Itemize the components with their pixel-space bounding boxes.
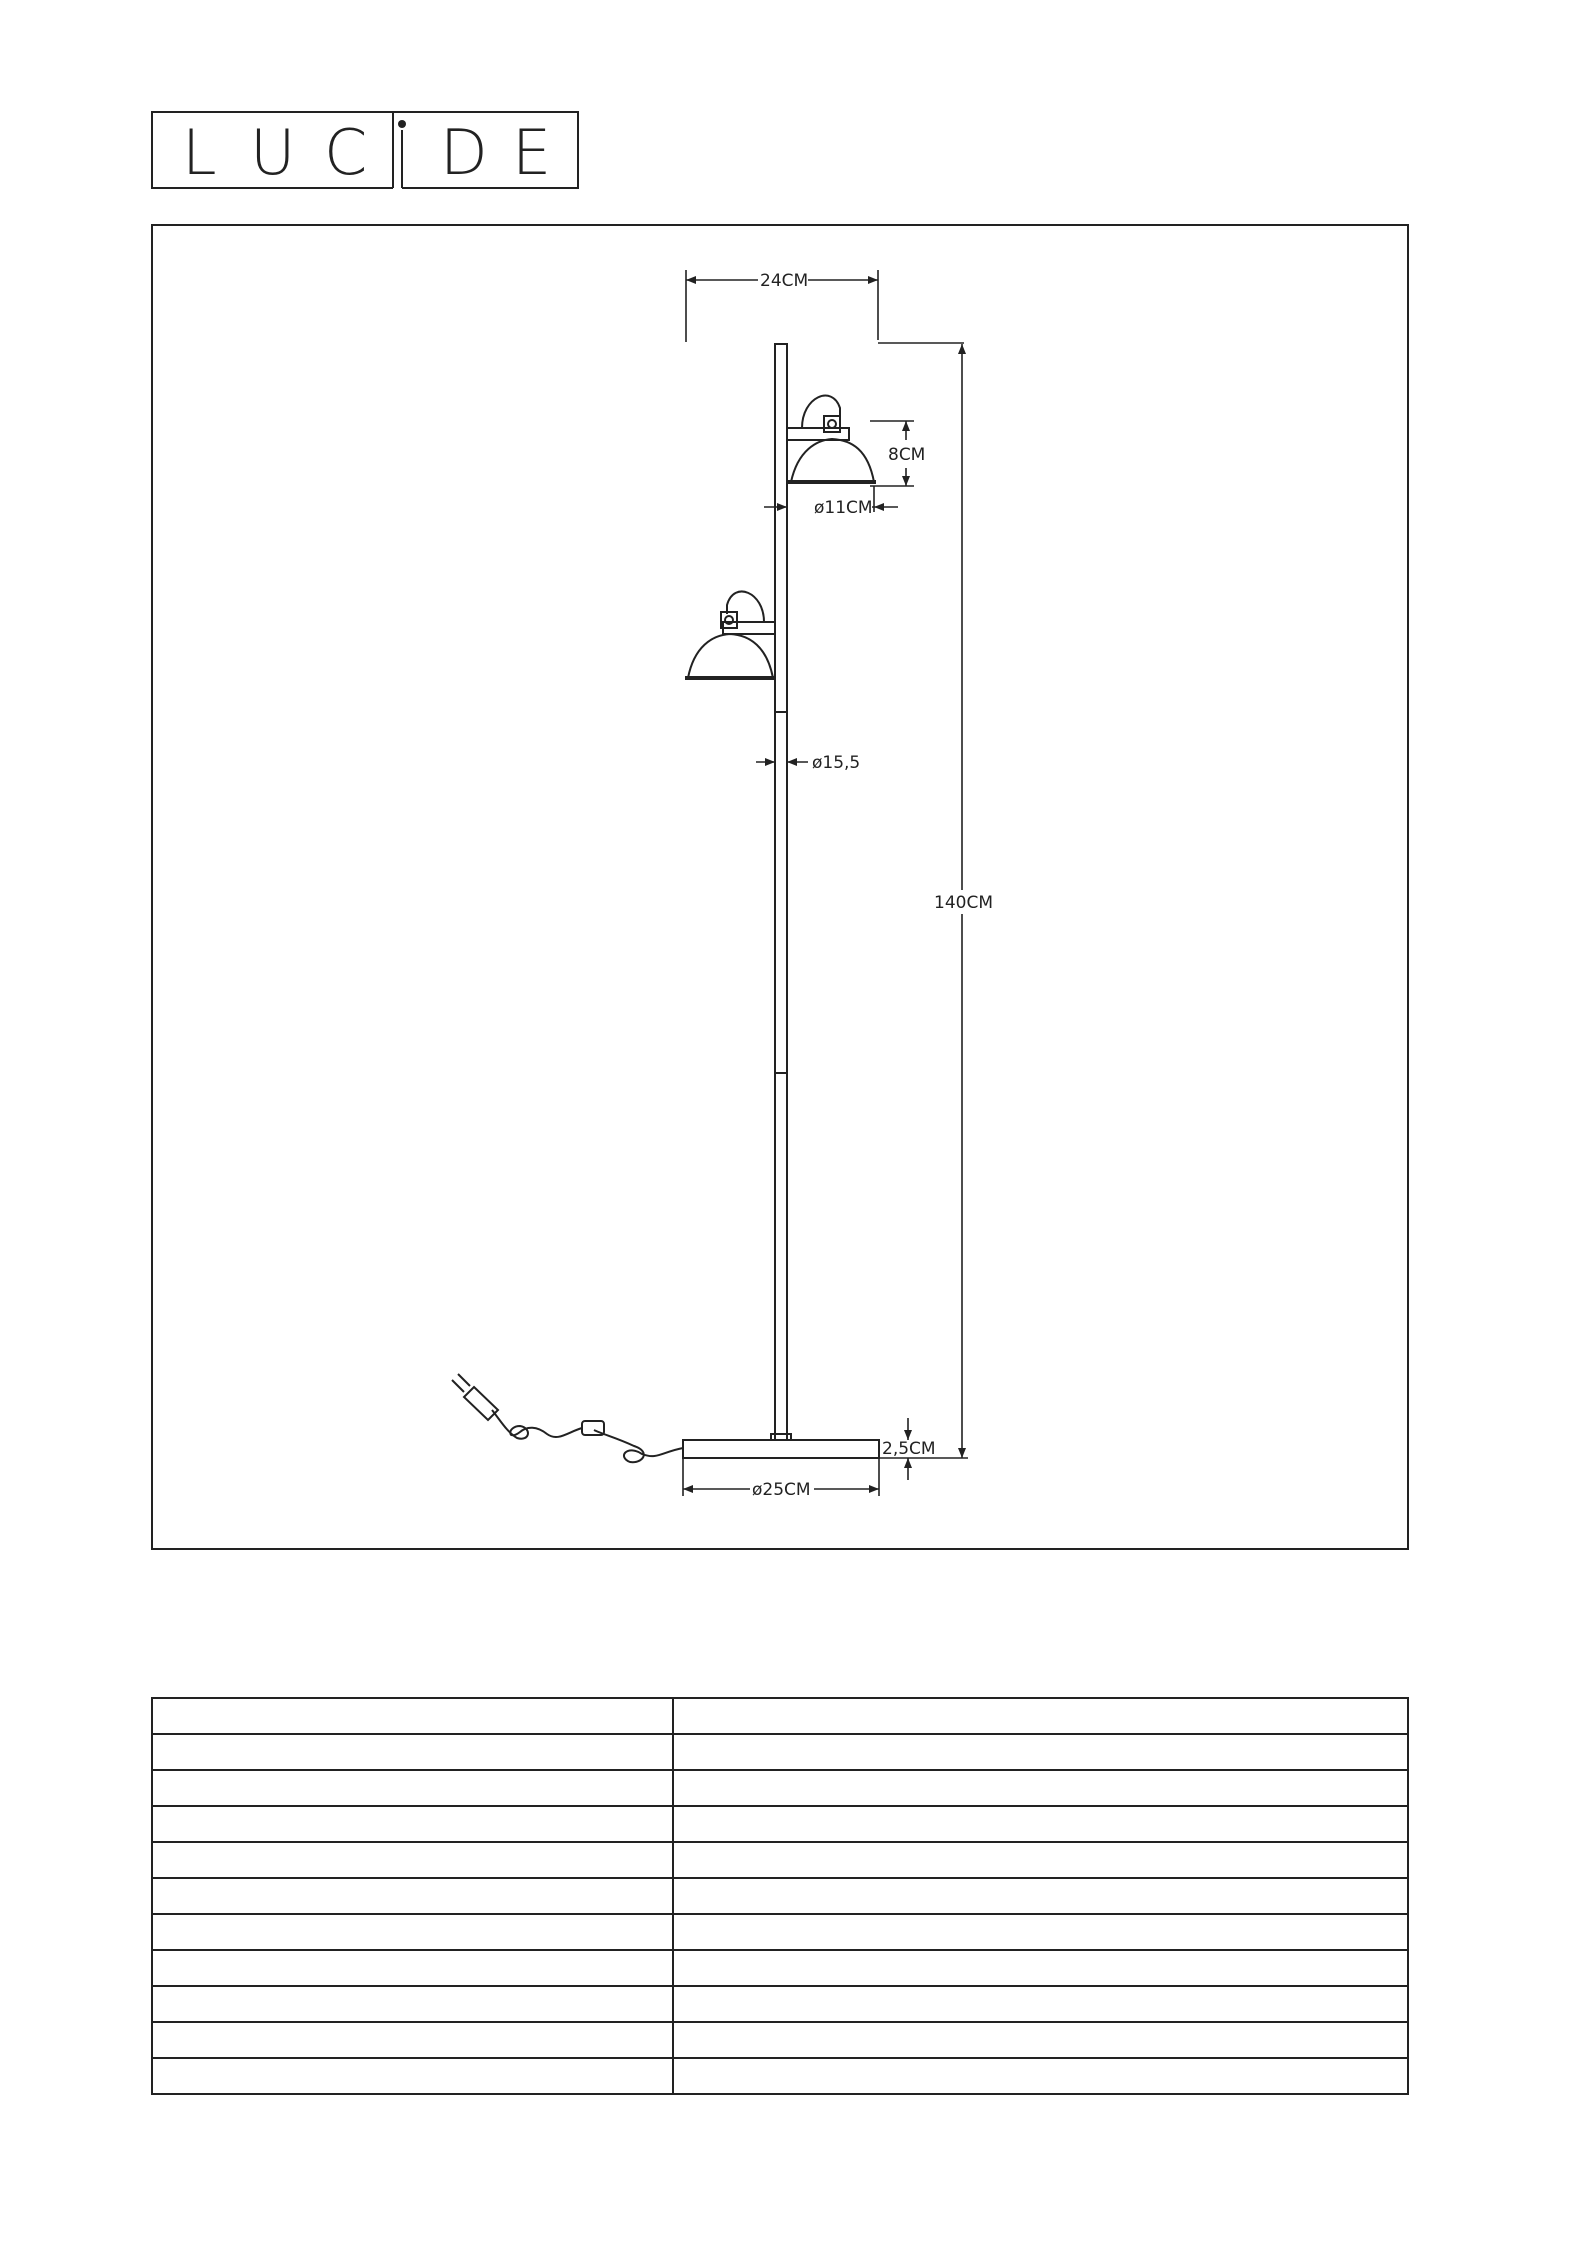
table-cell bbox=[673, 1986, 1408, 2022]
table-row bbox=[152, 1698, 1408, 1734]
table-cell bbox=[152, 2022, 673, 2058]
table-cell bbox=[673, 2058, 1408, 2094]
table-cell bbox=[152, 1770, 673, 1806]
table-cell bbox=[673, 1950, 1408, 1986]
table-cell bbox=[152, 1842, 673, 1878]
table-cell bbox=[673, 1842, 1408, 1878]
table-cell bbox=[673, 1734, 1408, 1770]
logo-letter-l: L bbox=[182, 116, 217, 189]
table-cell bbox=[673, 1698, 1408, 1734]
logo-letter-c: C bbox=[324, 116, 368, 189]
specification-table bbox=[151, 1697, 1409, 2095]
table-cell bbox=[152, 1914, 673, 1950]
table-row bbox=[152, 1878, 1408, 1914]
logo-letter-e: E bbox=[512, 116, 552, 189]
dim-pole-diameter: ø15,5 bbox=[812, 753, 861, 773]
table-cell bbox=[673, 1914, 1408, 1950]
table-row bbox=[152, 1806, 1408, 1842]
table-cell bbox=[152, 1734, 673, 1770]
table-cell bbox=[673, 1806, 1408, 1842]
power-cable-with-plug bbox=[452, 1374, 683, 1462]
dim-total-height: 140CM bbox=[934, 893, 993, 913]
table-row bbox=[152, 2058, 1408, 2094]
table-cell bbox=[152, 1806, 673, 1842]
table-row bbox=[152, 1950, 1408, 1986]
table-row bbox=[152, 1842, 1408, 1878]
table-row bbox=[152, 1986, 1408, 2022]
table-cell bbox=[152, 1698, 673, 1734]
lower-shade bbox=[685, 591, 776, 678]
dim-base-height: 2,5CM bbox=[882, 1439, 936, 1459]
table-row bbox=[152, 1914, 1408, 1950]
table-cell bbox=[152, 1986, 673, 2022]
dim-width-top: 24CM bbox=[760, 271, 809, 291]
dim-shade-diameter: ø11CM bbox=[814, 498, 873, 518]
table-cell bbox=[152, 1950, 673, 1986]
table-row bbox=[152, 1734, 1408, 1770]
lamp-base bbox=[683, 1440, 879, 1458]
table-cell bbox=[673, 1878, 1408, 1914]
table-cell bbox=[152, 1878, 673, 1914]
table-cell bbox=[152, 2058, 673, 2094]
table-cell bbox=[673, 1770, 1408, 1806]
table-row bbox=[152, 2022, 1408, 2058]
logo-letter-u: U bbox=[250, 116, 296, 189]
table-row bbox=[152, 1770, 1408, 1806]
dim-base-diameter: ø25CM bbox=[752, 1480, 811, 1500]
dim-shade-height: 8CM bbox=[888, 445, 926, 465]
logo-letter-d: D bbox=[440, 116, 488, 189]
upper-shade bbox=[787, 396, 876, 482]
table-cell bbox=[673, 2022, 1408, 2058]
technical-drawing bbox=[151, 224, 1409, 1550]
